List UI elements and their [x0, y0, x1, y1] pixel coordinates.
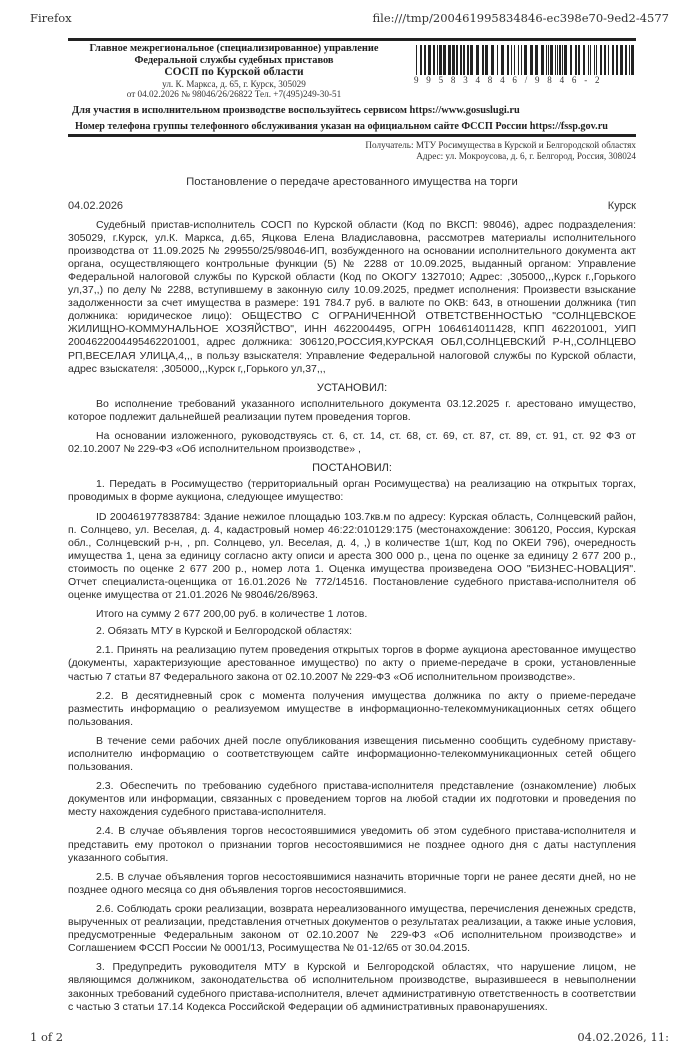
- item-2-5: 2.5. В случае объявления торгов несостоявшимися назначить вторичные торги не ранее десяти дней, но не позднее одного месяца со дня объявления торгов несостоявшимися.: [68, 870, 636, 896]
- barcode-bar: [612, 45, 614, 75]
- barcode-bar: [546, 45, 547, 75]
- item-2-3: 2.3. Обеспечить по требованию судебного пристава-исполнителя представление (ознакомление) любых документов или информации, связанных с проведением торгов на любой стадии их подготовки и проведения по месту нахождения судебного пристава-исполнителя.: [68, 780, 636, 819]
- recipient-address: Адрес: ул. Мокроусова, д. 6, г. Белгород, Россия, 308024: [416, 151, 636, 162]
- org-line-1: Главное межрегиональное (специализированное) управление: [89, 43, 379, 54]
- barcode: [414, 45, 636, 87]
- intro-paragraph: Судебный пристав-исполнитель СОСП по Курской области (Код по ВКСП: 98046), адрес подразделения: 305029, г.Курск, ул.К. Маркса, д.65, Яцкова Елена Владиславовна, рассмотрев материалы исполнительного производства от 11.09.2025 № 299550/25/98046-ИП, возбужденного на основании исполнительного документа акт органа, осуществляющего контрольные функции (5) № 2288 от 10.09.2025, выданный органом: Управление Федеральной налоговой службы по Курской области (Код по ОКОГУ 1327010; Адрес: ,305000,,,Курск г.,Горького ул,37,,) по делу № 2288, вступившему в законную силу 10.09.2025, предмет исполнения: Произвести взыскание задолженности за счет имущества в размере: 191 784.7 руб. в валюте по ОКВ: 643, в отношении должника (тип должника: юридическое лицо): ОБЩЕСТВО С ОГРАНИЧЕННОЙ ОТВЕТСТВЕННОСТЬЮ "СОЛНЦЕВСКОЕ ЖИЛИЩНО-КОММУНАЛЬНОЕ ХОЗЯЙСТВО", ИНН 4622004495, ОГРН 1064614011428, КПП 462201001, УИП 2004622004495462201001, адрес должника: 306120,РОССИЯ,КУРСКАЯ ОБЛ,СОЛНЦЕВСКИЙ Р-Н,,СОЛНЦЕВО РП,ВЕСЕЛАЯ УЛИЦА,4,,, в пользу взыскателя: Управление Федеральной налоговой службы по Курской области, адрес взыскателя: ,305000,,,Курск г,,Горького ул,37,,,: [68, 218, 636, 375]
- print-header: [0, 0, 677, 38]
- barcode-digits: 995834846/9846-2: [414, 75, 608, 85]
- item-2-6: 2.6. Соблюдать сроки реализации, возврата нереализованного имущества, перечисления денежных средств, вырученных от реализации, представления отчетных документов о результатах реализации, а также иные условия, предусмотренные Федеральным законом от 02.10.2007 № 229-ФЗ «Об исполнительном производстве» и Соглашением ФССП России № 0001/13, Росимущества № 01-12/65 от 30.04.2015.: [68, 902, 636, 955]
- barcode-bar: [570, 45, 572, 75]
- barcode-bar: [530, 45, 533, 75]
- org-line-2: Федеральной службы судебных приставов: [134, 54, 334, 66]
- barcode-bar: [482, 45, 484, 75]
- issuer-block: [74, 43, 394, 100]
- barcode-bar: [557, 45, 558, 75]
- barcode-bar: [467, 45, 469, 75]
- barcode-bar: [535, 45, 538, 75]
- barcode-bar: [463, 45, 465, 75]
- barcode-bar: [416, 45, 417, 75]
- phone-notice: Номер телефона группы телефонного обслуживания указан на официальном сайте ФССП России https://fssp.gov.ru: [75, 120, 608, 132]
- resolved-heading: ПОСТАНОВИЛ:: [312, 462, 392, 475]
- barcode-bar: [439, 45, 442, 75]
- barcode-bar: [550, 45, 553, 75]
- doc-reference: от 04.02.2026 № 98046/26/26822 Тел. +7(495)249-30-51: [126, 89, 342, 100]
- barcode-bar: [600, 45, 602, 75]
- org-line-3: СОСП по Курской области: [164, 66, 304, 79]
- barcode-bar: [518, 45, 519, 75]
- document-title: Постановление о передаче арестованного имущества на торги: [186, 175, 518, 188]
- gosuslugi-notice: Для участия в исполнительном производстве воспользуйтесь сервисом https://www.gosuslugi.ru: [72, 104, 520, 116]
- barcode-bar: [608, 45, 609, 75]
- barcode-bar: [420, 45, 422, 75]
- barcode-bar: [578, 45, 580, 75]
- barcode-bar: [497, 45, 498, 75]
- barcode-bar: [631, 45, 634, 75]
- barcode-bar: [575, 45, 577, 75]
- barcode-bar: [511, 45, 512, 75]
- barcode-bar: [424, 45, 426, 75]
- total-line: Итого на сумму 2 677 200,00 руб. в количестве 1 лотов.: [96, 608, 368, 621]
- barcode-bar: [476, 45, 479, 75]
- barcode-bar: [485, 45, 488, 75]
- item-2-4: 2.4. В случае объявления торгов несостоявшимися уведомить об этом судебного пристава-исполнителя и представить ему протокол о признании торгов несостоявшимися не позднее одного дня с даты наступления указанного события.: [68, 825, 636, 864]
- barcode-bar: [590, 45, 591, 75]
- barcode-bar: [428, 45, 431, 75]
- barcode-bar: [514, 45, 515, 75]
- basis-paragraph: На основании изложенного, руководствуясь ст. 6, ст. 14, ст. 68, ст. 69, ст. 87, ст. 89, ст. 91, ст. 92 ФЗ от 02.10.2007 № 229-ФЗ «Об исполнительном производстве» ,: [68, 430, 636, 456]
- print-timestamp: 04.02.2026, 11:: [577, 1029, 669, 1044]
- document-city: Курск: [607, 199, 636, 212]
- barcode-bar: [559, 45, 561, 75]
- established-heading: УСТАНОВИЛ:: [316, 381, 388, 394]
- barcode-bar: [616, 45, 618, 75]
- header-bottom-rule: [68, 134, 636, 137]
- barcode-bar: [491, 45, 494, 75]
- barcode-bar: [583, 45, 585, 75]
- property-description: ID 200461977838784: Здание нежилое площадью 103.7кв.м по адресу: Курская область, Солнцевский район, п. Солнцево, ул. Веселая, д. 4, кадастровый номер 46:22:010129:175 (местонахождение: 306120, Россия, Курская обл., Солнцевский р-н, , рп. Солнцево, ул. Веселая, д. 4, ,) в количестве 1(шт, Код по ОКЕИ 796), очередность имущества 1, цена за единицу согласно акту описи и ареста 300 000 р., цена по оценке за единицу 2 677 200 р., стоимость по оценке 2 677 200 р., номер лота 1. Оценка имущества произведена ООО "БИЗНЕС-НОВАЦИЯ". Отчет специалиста-оценщика от 16.01.2026 № 772/14516. Постановление судебного пристава-исполнителя об оценке имущества от 21.01.2026 № 98046/26/8963.: [68, 510, 636, 602]
- browser-app-name: Firefox: [30, 11, 72, 25]
- barcode-bar: [588, 45, 589, 75]
- barcode-bar: [604, 45, 606, 75]
- item-2-2: 2.2. В десятидневный срок с момента получения имущества должника по акту о приеме-передаче разместить информацию о реализуемом имуществе в информационно-телекоммуникационных сетях общего пользования.: [68, 689, 636, 728]
- established-paragraph: Во исполнение требований указанного исполнительного документа 03.12.2025 г. арестовано имущество, которое подлежит дальнейшей реализации путем проведения торгов.: [68, 397, 636, 423]
- print-footer: [0, 1024, 677, 1054]
- letterhead: [68, 38, 636, 1014]
- header-row: [68, 41, 636, 100]
- barcode-bar: [541, 45, 544, 75]
- item-2-1: 2.1. Принять на реализацию путем проведения открытых торгов в форме аукциона арестованное имущество (документы, характеризующие арестованное имущество) по акту о приеме-передаче в сроки, установленные частью 7 статьи 87 Федерального закона от 02.10.2007 № 229-ФЗ «Об исполнительном производстве».: [68, 644, 636, 683]
- item-3: 3. Предупредить руководителя МТУ в Курской и Белгородской областях, что нарушение лицом, не являющимся должником, законодательства об исполнительном производстве, выразившееся в невыполнении законных требований судебного пристава-исполнителя, влечет административную ответственность в соответствии с частью 3 статьи 17.14 Кодекса Российской Федерации об административных правонарушениях.: [68, 961, 636, 1013]
- item-2: 2. Обязать МТУ в Курской и Белгородской областях:: [96, 625, 352, 638]
- barcode-bar: [448, 45, 451, 75]
- barcode-bar: [456, 45, 458, 75]
- barcode-bar: [625, 45, 627, 75]
- barcode-bar: [470, 45, 473, 75]
- barcode-bar: [443, 45, 446, 75]
- barcode-bar: [596, 45, 597, 75]
- recipient-name: Получатель: МТУ Росимущества в Курской и Белгородской областях: [365, 139, 636, 150]
- barcode-bar: [433, 45, 435, 75]
- barcode-bar: [555, 45, 556, 75]
- document-date: 04.02.2026: [68, 199, 124, 212]
- barcode-bar: [507, 45, 509, 75]
- barcode-bar: [629, 45, 630, 75]
- barcode-bars-icon: [414, 45, 636, 75]
- barcode-bar: [452, 45, 455, 75]
- date-row: [68, 199, 636, 213]
- barcode-bar: [620, 45, 623, 75]
- barcode-bar: [501, 45, 504, 75]
- barcode-bar: [594, 45, 595, 75]
- barcode-bar: [548, 45, 549, 75]
- page-indicator: 1 of 2: [30, 1029, 64, 1044]
- barcode-bar: [521, 45, 522, 75]
- file-url: file:///tmp/200461995834846-ec398e70-9ed2-4577: [372, 11, 669, 25]
- document-body: [68, 219, 636, 1014]
- barcode-bar: [437, 45, 438, 75]
- item-1: 1. Передать в Росимущество (территориальный орган Росимущества) на реализацию на открытых торгах, проводимых в форме аукциона, следующее имущество:: [68, 478, 636, 504]
- org-address: ул. К. Маркса, д. 65, г. Курск, 305029: [162, 79, 306, 90]
- recipient-block: [68, 140, 636, 163]
- item-2-2-notice: В течение семи рабочих дней после опубликования извещения письменно сообщить судебному приставу-исполнителю информацию о соответствующем сайте информационно-телекоммуникационных сетей общего пользования.: [68, 734, 636, 774]
- barcode-bar: [460, 45, 462, 75]
- barcode-bar: [524, 45, 527, 75]
- barcode-bar: [564, 45, 567, 75]
- barcode-bar: [562, 45, 563, 75]
